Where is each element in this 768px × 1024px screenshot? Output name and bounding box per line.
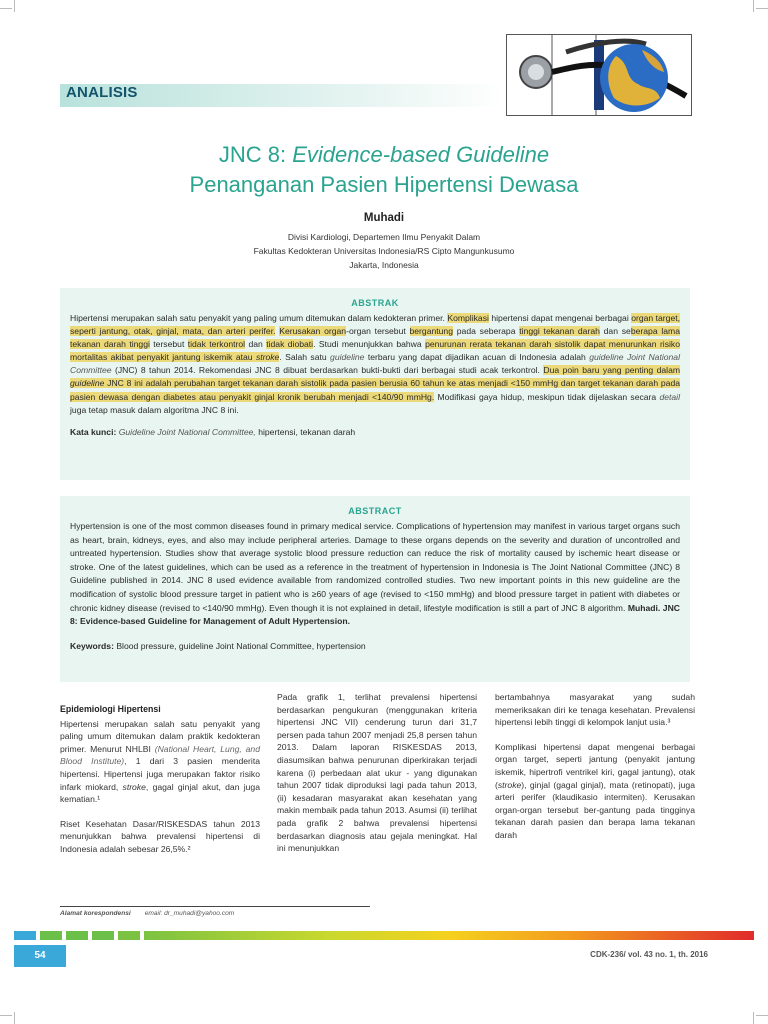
abstrak-highlight: Komplikasi — [447, 313, 489, 323]
crop-mark-tr2 — [741, 0, 754, 12]
abstrak-text: -organ tersebut — [346, 326, 410, 337]
globe-icon — [600, 44, 668, 112]
abstract-text: Hypertension is one of the most common diseases found in primary medical service. Complications of hypertension may manifest in various target organs such as heart, brain, kidneys, eyes, and also may include peripheral arteries. Damage to these organs depends on the severity and duration of uncontrolled and untreated hypertension. Studies show that average systolic blood pressure reduction can reduce the risk of mortality caused by ischemic heart disease or stroke. One of the latest guidelines, which can be used as a reference in the treatment of hypertension in Indonesia is The Joint National Committee (JNC) 8 Guideline published in 2014. JNC 8 used evidence available from randomized controlled studies. Two new important points in this new guideline are the modification of systolic blood pressure target in patient who is ≥60 years of age (revised to <150 mmHg) and blood pressure target in patient with diabetes or chronic kidney disease (revised to <140/90 mmHg). Even though it is not explained in detail, lifestyle modification is still a part of JNC 8 algorithm. — [70, 521, 680, 613]
footnote-rule — [60, 906, 370, 907]
crop-mark-tr — [756, 8, 768, 21]
kw-label: Kata kunci: — [70, 426, 119, 437]
crop-mark-tl — [0, 8, 12, 21]
abstrak-highlight: tidak terkontrol — [187, 339, 246, 350]
abstract-keywords — [70, 641, 680, 651]
abstrak-text: terbaru yang dapat dijadikan acuan di Indonesia adalah — [364, 352, 590, 363]
abstrak-body — [70, 312, 680, 417]
abstract-body — [70, 520, 680, 629]
title-plain: JNC 8: — [218, 142, 293, 167]
abstrak-heading: ABSTRAK — [351, 298, 399, 308]
paragraph — [495, 741, 695, 842]
abstrak-highlight: Dua poin baru yang penting dalam — [543, 365, 681, 376]
column-1 — [60, 703, 260, 868]
page-number: 54 — [14, 945, 66, 967]
abstrak-text: (JNC) 8 tahun 2014. Rekomendasi JNC 8 dibuat berdasarkan bukti-bukti dari berbagai studi acak terkontrol. — [111, 365, 544, 376]
footnote-email: email: dr_muhadi@yahoo.com — [144, 910, 235, 917]
abstrak-highlight: penurunan rerata tekanan darah sistolik dapat menurunkan risiko mortalitas akibat penyakit jantung iskemik atau — [70, 339, 680, 363]
abstrak-text: hipertensi dapat mengenai berbagai — [488, 313, 632, 323]
abstrak-italic: guideline Joint National Committee — [70, 352, 680, 376]
crop-mark-br2 — [741, 1012, 754, 1024]
abstrak-italic: detail — [659, 391, 680, 402]
affiliation-line-1: Divisi Kardiologi, Departemen Ilmu Penyakit Dalam — [287, 232, 481, 242]
author-name: Muhadi — [363, 212, 405, 224]
abstrak-text: juga tetap masuk dalam algoritma JNC 8 ini. — [70, 404, 239, 415]
text: , gagal ginjal akut, dan juga kematian.¹ — [60, 781, 260, 805]
paragraph: Riset Kesehatan Dasar/RISKESDAS tahun 2013 menunjukkan bahwa prevalensi hipertensi di Indonesia adalah sebesar 26,5%.² — [60, 818, 260, 854]
kw-label: Keywords: — [70, 640, 114, 651]
paragraph: bertambahnya masyarakat yang sudah memeriksakan diri ke tenaga kesehatan. Prevalensi hipertensi lebih tinggi di kelompok lanjut usia.³ — [495, 692, 695, 728]
abstrak-text: . Salah satu — [279, 352, 331, 363]
paragraph — [60, 718, 260, 806]
paragraph: Pada grafik 1, terlihat prevalensi hipertensi berdasarkan pengukuran (menggunakan kriteria hipertensi JNC VII) cenderung turun dari 31,7 persen pada tahun 2007 menjadi 25,8 persen tahun 2013. Dalam laporan RISKESDAS 2013, diasumsikan bahwa penurunan diperkirakan terjadi karena (i) perbedaan alat ukur - yang digunakan tahun 2007 tidak diproduksi lagi pada tahun 2013, (ii) kesadaran masyarakat akan kesehatan yang makin membaik pada tahun 2013. Asumsi (ii) terlihat pada grafik 2 bahwa prevalensi hipertensi berdasarkan diagnosis atau gejala meningkat. Hal ini menunjukkan — [277, 692, 477, 854]
abstrak-italic: guideline — [330, 352, 365, 363]
affiliation-line-2: Fakultas Kedokteran Universitas Indonesia/RS Cipto Mangunkusumo — [253, 246, 515, 256]
crop-mark-tl2 — [14, 0, 27, 12]
abstrak-highlight: tinggi tekanan darah — [519, 326, 600, 337]
abstrak-text: Modifikasi gaya hidup, meskipun tidak dijelaskan secara — [434, 391, 660, 402]
abstrak-highlight: berapa lama tekanan darah tinggi — [70, 326, 680, 350]
kw-rest: Blood pressure, guideline Joint National Committee, hypertension — [113, 640, 366, 651]
title-italic: Evidence-based Guideline — [292, 142, 550, 167]
italic-text: (National Heart, Lung, and Blood Institute) — [60, 743, 260, 767]
abstrak-highlight: organ target, seperti jantung, otak, ginjal, mata, dan arteri perifer. — [70, 313, 680, 337]
italic-text: stroke — [497, 779, 522, 790]
crop-mark-bl — [0, 1003, 12, 1016]
crop-mark-bl2 — [14, 1012, 27, 1024]
abstrak-keywords — [70, 427, 680, 437]
abstrak-text: tersebut — [149, 339, 188, 350]
title-line-1 — [60, 142, 708, 168]
abstrak-highlight-italic: stroke — [255, 352, 280, 363]
footnote — [60, 910, 234, 917]
affiliation-line-3: Jakarta, Indonesia — [349, 260, 419, 270]
abstrak-text: dan se — [599, 326, 631, 337]
column-3 — [495, 691, 695, 854]
abstract-box — [60, 496, 690, 682]
text: ), ginjal (gagal ginjal), mata (retinopati), juga arteri perifer (klaudikasio intermiten). Kerusakan organ-organ tersebut ber-gantung pada tingginya tekanan darah pasien dan berapa lama tekanan darah — [495, 779, 695, 840]
journal-info: CDK-236/ vol. 43 no. 1, th. 2016 — [590, 950, 708, 959]
abstrak-text: . Studi menunjukkan bahwa — [313, 339, 426, 350]
kw-rest: hipertensi, tekanan darah — [255, 426, 356, 437]
text: Komplikasi hipertensi dapat mengenai berbagai organ target, seperti jantung (penyakit jantung iskemik, hipertrofi ventrikel kiri, gagal jantung), otak ( — [495, 741, 695, 790]
abstrak-text: Hipertensi merupakan salah satu penyakit yang paling umum ditemukan dalam kedokteran primer. — [70, 313, 448, 323]
italic-text: stroke — [122, 781, 146, 792]
text: Hipertensi merupakan salah satu penyakit yang paling umum ditemukan dalam praktik kedokteran primer. Menurut NHLBI — [60, 718, 260, 754]
section-label: ANALISIS — [66, 84, 138, 101]
crop-mark-br — [756, 1003, 768, 1016]
abstrak-highlight: JNC 8 ini adalah perubahan target tekanan darah sistolik pada pasien berusia 60 tahun ke atas menjadi <150 mmHg dan target tekanan darah pada pasien dewasa dengan diabetes atau penyakit ginjal kronik berubah menjadi <140/90 mmHg. — [70, 378, 680, 402]
text: , 1 dari 3 pasien menderita hipertensi. Hipertensi juga merupakan faktor risiko infark miokard, — [60, 756, 260, 792]
abstrak-text: dan — [245, 339, 267, 350]
abstract-heading: ABSTRACT — [348, 506, 402, 516]
abstrak-text: pada seberapa — [453, 326, 520, 337]
abstract-citation: Muhadi. JNC 8: Evidence-based Guideline for Management of Adult Hypertension. — [70, 602, 680, 627]
abstrak-box — [60, 288, 690, 480]
abstrak-highlight-italic: guideline — [70, 378, 105, 389]
abstrak-highlight: bergantung — [409, 326, 453, 337]
column-2 — [277, 691, 477, 867]
abstrak-highlight: tidak diobati — [266, 339, 314, 350]
header-photo — [506, 34, 692, 116]
abstrak-highlight: Kerusakan organ — [279, 326, 347, 337]
title-line-2: Penanganan Pasien Hipertensi Dewasa — [189, 172, 579, 197]
section-heading: Epidemiologi Hipertensi — [60, 704, 161, 714]
kw-italic: Guideline Joint National Committee, — [118, 426, 256, 437]
footer-color-bar — [14, 927, 754, 936]
footnote-label: Alamat korespondensi — [60, 910, 131, 917]
